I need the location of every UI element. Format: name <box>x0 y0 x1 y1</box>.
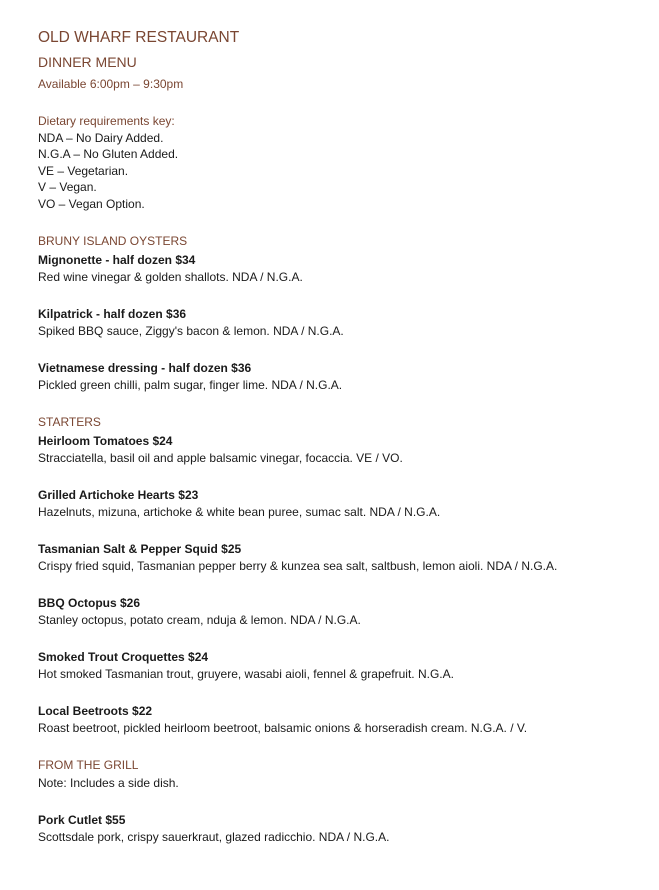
dietary-key-line: VE – Vegetarian. <box>38 163 129 178</box>
dietary-key-line: NDA – No Dairy Added. <box>38 130 164 145</box>
item-name: Heirloom Tomatoes $24 <box>38 433 173 448</box>
menu-item <box>38 702 648 737</box>
item-name: Pork Cutlet $55 <box>38 812 126 827</box>
item-description: Stracciatella, basil oil and apple balsamic vinegar, focaccia. VE / VO. <box>38 450 403 465</box>
menu-item <box>38 648 648 683</box>
menu-item <box>38 811 648 846</box>
section-starters <box>38 414 648 737</box>
dietary-key-line: N.G.A – No Gluten Added. <box>38 147 179 162</box>
menu-page <box>38 28 648 846</box>
item-name: Grilled Artichoke Hearts $23 <box>38 487 199 502</box>
menu-item <box>38 359 648 394</box>
item-description: Crispy fried squid, Tasmanian pepper berry & kunzea sea salt, saltbush, lemon aioli. NDA / N.G.A. <box>38 558 558 573</box>
section-oysters <box>38 233 648 394</box>
menu-title: DINNER MENU <box>38 54 137 70</box>
item-name: Local Beetroots $22 <box>38 703 153 718</box>
menu-item <box>38 305 648 340</box>
dietary-key-line: V – Vegan. <box>38 180 97 195</box>
item-description: Red wine vinegar & golden shallots. NDA / N.G.A. <box>38 269 303 284</box>
section-title: BRUNY ISLAND OYSTERS <box>38 233 188 248</box>
menu-item <box>38 594 648 629</box>
dietary-key <box>38 113 648 213</box>
item-name: BBQ Octopus $26 <box>38 595 141 610</box>
dietary-key-title: Dietary requirements key: <box>38 114 175 128</box>
section-note: Note: Includes a side dish. <box>38 775 179 790</box>
item-name: Smoked Trout Croquettes $24 <box>38 649 209 664</box>
availability: Available 6:00pm – 9:30pm <box>38 77 184 91</box>
item-description: Hot smoked Tasmanian trout, gruyere, wasabi aioli, fennel & grapefruit. N.G.A. <box>38 666 454 681</box>
section-grill <box>38 757 648 846</box>
item-description: Spiked BBQ sauce, Ziggy's bacon & lemon. NDA / N.G.A. <box>38 323 344 338</box>
menu-item <box>38 486 648 521</box>
menu-item <box>38 251 648 286</box>
item-name: Tasmanian Salt & Pepper Squid $25 <box>38 541 242 556</box>
item-name: Mignonette - half dozen $34 <box>38 252 196 267</box>
item-description: Hazelnuts, mizuna, artichoke & white bean puree, sumac salt. NDA / N.G.A. <box>38 504 441 519</box>
item-description: Roast beetroot, pickled heirloom beetroot, balsamic onions & horseradish cream. N.G.A. / V. <box>38 720 528 735</box>
item-description: Scottsdale pork, crispy sauerkraut, glazed radicchio. NDA / N.G.A. <box>38 829 390 844</box>
dietary-key-line: VO – Vegan Option. <box>38 196 145 211</box>
menu-item <box>38 540 648 575</box>
item-name: Vietnamese dressing - half dozen $36 <box>38 360 252 375</box>
menu-item <box>38 432 648 467</box>
section-title: FROM THE GRILL <box>38 757 139 772</box>
section-title: STARTERS <box>38 414 101 429</box>
restaurant-name: OLD WHARF RESTAURANT <box>38 29 240 46</box>
item-description: Stanley octopus, potato cream, nduja & lemon. NDA / N.G.A. <box>38 612 361 627</box>
item-description: Pickled green chilli, palm sugar, finger lime. NDA / N.G.A. <box>38 377 343 392</box>
item-name: Kilpatrick - half dozen $36 <box>38 306 187 321</box>
